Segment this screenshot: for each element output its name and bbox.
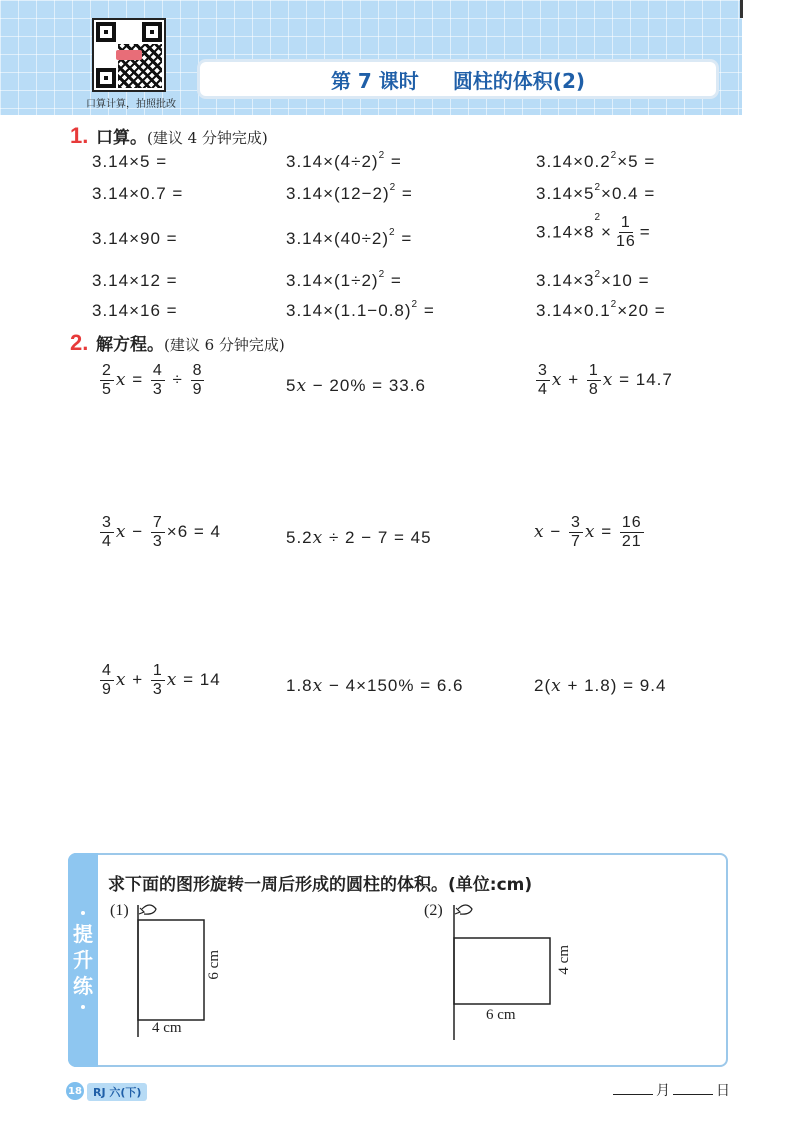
arrow-head-icon [455,908,460,914]
equation: $\frac{2}{5}$ x = $\frac{4}{3}$ ÷ $\frac{8}{9}$ [102,362,203,398]
figure-1-label: (1) [110,902,129,919]
month-label: 月 [656,1083,670,1099]
oral-item: $3.14\times 8^2\times$ $\frac{1}{16}$ = [536,212,651,250]
oral-item: $3.14\times(12-2)^2$ = [286,182,413,203]
section-number: 2. [70,330,89,355]
qr-badge [116,50,142,60]
practice-side-tab [68,853,98,1067]
qr-finder [142,22,162,42]
fraction: $\frac{1}{16}$ [615,214,636,250]
header-edge-mark [740,0,743,18]
equation: 2(x + 1.8) = 9.4 [534,676,667,696]
oral-item: $3.14\times(1\div 2)^2$ = [286,269,402,290]
equation: 5.2x ÷ 2 − 7 = 45 [286,528,432,548]
month-blank[interactable] [613,1094,653,1095]
oral-item: 3.14×90 = [92,229,178,248]
section-note: (建议 6 分钟完成) [164,336,285,354]
figure-1-height: 6 cm [206,950,222,980]
side-char: 练 [73,974,93,998]
lesson-number: 第 7 课时 [330,68,419,93]
oral-item: 3.14×16 = [92,301,178,320]
figure-2-width: 6 cm [486,1007,516,1023]
day-blank[interactable] [673,1094,713,1095]
rotation-arrow-icon [142,905,156,914]
oral-item: 3.14×0.7 = [92,184,184,203]
arrow-head-icon [139,908,144,914]
equation: x − $\frac{3}{7}$ x = $\frac{16}{21}$ [534,514,642,550]
qr-caption: 口算计算，拍照批改 [86,99,176,110]
book-label: RJ 六(下) [87,1083,147,1101]
date-field [610,1080,730,1100]
side-char: 提 [73,922,93,946]
oral-item: $3.14\times 3^2\times 10$ = [536,269,650,290]
qr-finder [96,68,116,88]
qr-code[interactable] [92,18,166,92]
figure-1-width: 4 cm [152,1020,182,1036]
rectangle-shape [138,920,204,1020]
section-number: 1. [70,123,89,148]
section-2-heading [70,330,285,356]
section-note: (建议 4 分钟完成) [147,129,268,147]
oral-item: $3.14\times 0.2^2\times 5$ = [536,150,656,171]
equation: $\frac{3}{4}$ x + $\frac{1}{8}$ x = 14.7 [538,362,673,398]
practice-prompt: 求下面的图形旋转一周后形成的圆柱的体积。(单位:cm) [108,875,533,895]
lesson-topic: 圆柱的体积(2) [452,68,586,93]
day-label: 日 [716,1083,730,1099]
oral-item: $3.14\times(40\div 2)^2$ = [286,227,413,248]
rotation-arrow-icon [458,905,472,914]
figure-2-height: 4 cm [556,945,572,975]
side-dot [81,1005,85,1009]
page-number: 18 [66,1082,84,1100]
equation: $\frac{4}{9}$ x + $\frac{1}{3}$ x = 14 [102,662,221,698]
oral-item: $3.14\times(4\div 2)^2$ = [286,150,402,171]
oral-item: $3.14\times(1.1-0.8)^2$ = [286,299,435,320]
oral-item: 3.14×12 = [92,271,178,290]
title-bar [200,62,716,96]
side-char: 升 [73,948,93,972]
oral-item: $3.14\times 0.1^2\times 20$ = [536,299,666,320]
qr-finder [96,22,116,42]
section-1-heading [70,123,268,149]
oral-item: 3.14×5 = [92,152,168,171]
equation: $\frac{3}{4}$ x − $\frac{7}{3}$ ×6 = 4 [102,514,221,550]
rectangle-shape [454,938,550,1004]
side-dot [81,911,85,915]
equation: 1.8x − 4×150% = 6.6 [286,676,464,696]
figure-2-label: (2) [424,902,443,919]
equation: 5x − 20% = 33.6 [286,376,426,396]
section-title: 口算。 [96,128,147,148]
section-title: 解方程。 [96,335,164,355]
oral-item: $3.14\times 5^2\times 0.4$ = [536,182,656,203]
